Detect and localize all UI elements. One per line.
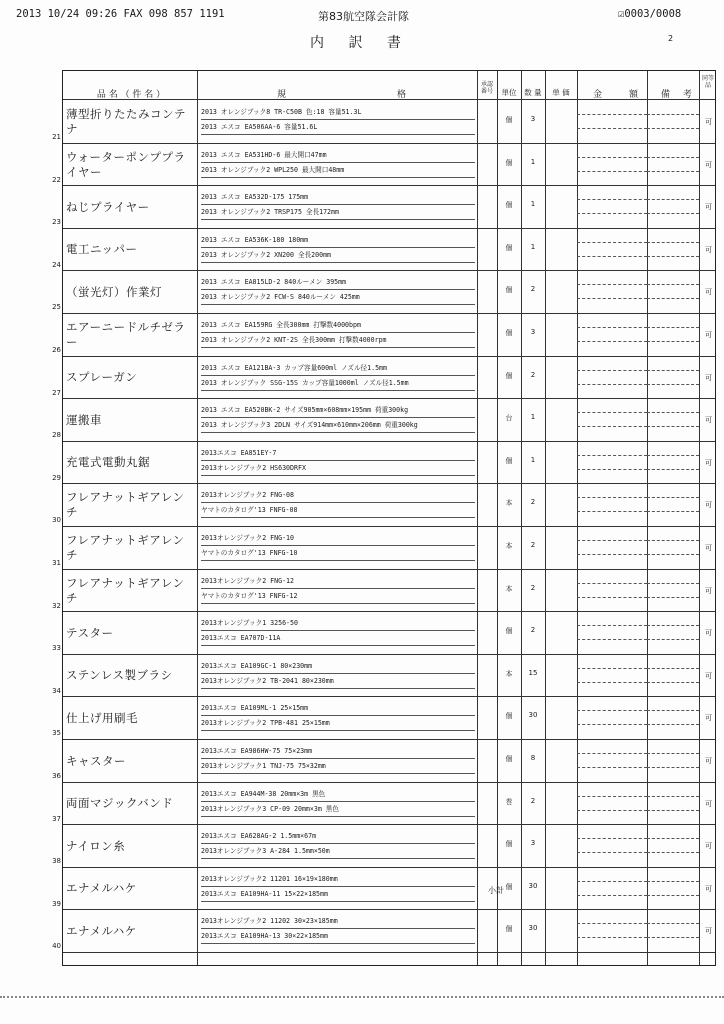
item-name: エナメルハケ [66, 923, 137, 938]
row-number: 28 [52, 431, 61, 440]
item-name: ねじプライヤー [66, 199, 150, 214]
note-guide [647, 298, 699, 299]
item-spec-line-1: 2013 エスコ EA815LD-2 840ルーメン 395mm [201, 276, 475, 290]
item-name: エアーニードルチゼラー [66, 320, 186, 349]
item-quantity: 2 [530, 796, 536, 805]
amount-guide [577, 213, 647, 214]
item-quantity: 3 [530, 839, 536, 848]
note-guide [647, 583, 699, 584]
amount-guide [577, 540, 647, 541]
item-name: 薄型折りたたみコンテナ [66, 107, 186, 136]
note-guide [647, 341, 699, 342]
row-number: 34 [52, 686, 61, 695]
item-quantity: 2 [530, 285, 536, 294]
item-spec-line-2: 2013オレンジブック1 TNJ-75 75×32mm [201, 760, 475, 774]
item-unit: 個 [505, 371, 513, 380]
column-header-approval: 承認 番号 [480, 81, 493, 95]
item-name: テスター [66, 625, 114, 640]
item-quantity: 2 [530, 498, 536, 507]
item-name: ナイロン糸 [66, 838, 126, 853]
note-guide [647, 597, 699, 598]
note-guide [647, 625, 699, 626]
row-number: 21 [52, 133, 61, 141]
column-header-note-b: 考 [683, 90, 693, 100]
row-number: 32 [52, 601, 61, 610]
table-row [52, 824, 715, 867]
column-header-alt: 同等 品 [701, 75, 714, 89]
note-guide [647, 554, 699, 555]
row-number: 29 [52, 473, 61, 482]
alt-allowed-mark: 可 [705, 799, 712, 808]
note-guide [647, 327, 699, 328]
item-quantity: 2 [530, 583, 536, 592]
item-spec-line-1: 2013 エスコ EA121BA-3 カップ容量600ml ノズル径1.5mm [201, 362, 475, 376]
alt-allowed-mark: 可 [705, 245, 712, 254]
table-row [52, 143, 715, 186]
amount-guide [577, 171, 647, 172]
amount-guide [577, 639, 647, 640]
alt-allowed-mark: 可 [705, 118, 712, 126]
item-unit: 台 [505, 414, 513, 423]
alt-allowed-mark: 可 [705, 203, 712, 212]
row-number: 39 [52, 899, 61, 908]
row-number: 24 [52, 260, 61, 269]
item-name: 充電式電動丸鋸 [66, 455, 150, 470]
item-spec-line-1: 2013 オレンジブック8 TR-C50B 色:18 容量51.3L [201, 106, 475, 120]
item-spec-line-2: 2013 オレンジブック2 WPL250 最大開口48mm [201, 164, 475, 178]
amount-guide [577, 412, 647, 413]
note-guide [647, 114, 699, 115]
note-guide [647, 426, 699, 427]
item-spec-line-1: 2013エスコ EA109GC-1 80×230mm [201, 660, 475, 674]
note-guide [647, 511, 699, 512]
item-spec-line-2: 2013 オレンジブック2 KNT-2S 全長300mm 打撃数4000rpm [201, 334, 475, 348]
note-guide [647, 796, 699, 797]
alt-allowed-mark: 可 [705, 331, 712, 339]
amount-guide [577, 852, 647, 853]
item-spec-line-2: 2013エスコ EA109HA-11 15×22×185mm [201, 888, 475, 902]
item-spec-line-1: 2013オレンジブック2 FNG-12 [201, 575, 475, 589]
item-unit: 本 [505, 584, 513, 593]
item-unit: 個 [505, 925, 513, 934]
note-guide [647, 384, 699, 385]
alt-allowed-mark: 可 [705, 884, 712, 893]
alt-allowed-mark: 可 [705, 416, 712, 425]
row-number: 37 [52, 814, 61, 823]
page-number: 2 [668, 34, 674, 43]
item-spec-line-2: 2013 オレンジブック2 FCW-S 840ルーメン 425mm [201, 291, 475, 305]
row-number: 31 [52, 559, 61, 567]
amount-guide [577, 767, 647, 768]
note-guide [647, 370, 699, 371]
row-number: 38 [52, 857, 61, 866]
amount-guide [577, 583, 647, 584]
fax-header-page: ☑0003/0008 [618, 8, 682, 20]
note-guide [647, 171, 699, 172]
item-unit: 個 [505, 286, 513, 295]
item-unit: 個 [505, 243, 513, 252]
row-number: 26 [52, 346, 61, 354]
item-quantity: 1 [530, 413, 536, 422]
item-quantity: 3 [530, 115, 536, 123]
column-header-unit-price: 単 価 [552, 88, 570, 97]
item-spec-line-1: 2013 エスコ EA532D-175 175mm [201, 191, 475, 205]
amount-guide [577, 256, 647, 257]
note-guide [647, 199, 699, 200]
item-spec-line-2: 2013オレンジブック2 TB-2041 80×230mm [201, 675, 475, 689]
row-number: 36 [52, 772, 61, 780]
item-unit: 個 [505, 882, 513, 891]
table-row [52, 483, 715, 526]
item-spec-line-1: 2013オレンジブック2 FNG-10 [201, 532, 475, 546]
table-row [52, 185, 715, 228]
table-row [52, 569, 715, 612]
note-guide [647, 753, 699, 754]
item-spec-line-1: 2013オレンジブック2 11201 16×19×180mm [201, 873, 475, 887]
item-name: スプレーガン [66, 370, 138, 385]
item-quantity: 2 [530, 370, 536, 379]
item-spec-line-1: 2013エスコ EA986HW-75 75×23mm [201, 745, 475, 759]
item-spec-line-2: 2013 オレンジブック2 TRSP175 全長172mm [201, 206, 475, 220]
item-spec-line-1: 2013 エスコ EA159RG 全長300mm 打撃数4000bpm [201, 319, 475, 333]
alt-allowed-mark: 可 [705, 544, 712, 552]
note-guide [647, 469, 699, 470]
table-row [52, 228, 715, 271]
item-name: ウォーターポンププライヤー [66, 149, 186, 179]
item-spec-line-1: 2013 エスコ EA520BK-2 サイズ905mm×608mm×195mm 荷重300kg [201, 404, 475, 418]
row-number: 30 [52, 516, 61, 525]
amount-guide [577, 625, 647, 626]
item-spec-line-2: 2013 オレンジブック2 XN200 全長200mm [201, 249, 475, 263]
table-row [52, 654, 715, 697]
item-quantity: 1 [530, 200, 536, 209]
table-row [52, 611, 715, 654]
alt-allowed-mark: 可 [705, 842, 712, 851]
item-quantity: 2 [530, 541, 536, 549]
item-unit: 巻 [505, 797, 513, 806]
table-row [52, 313, 715, 356]
item-spec-line-2: ヤマトのカタログ'13 FNFG-10 [201, 547, 475, 561]
column-header-qty: 数 量 [524, 88, 542, 97]
amount-guide [577, 597, 647, 598]
item-spec-line-2: 2013 オレンジブック SSG-15S カップ容量1000ml ノズル径1.5mm [201, 377, 475, 391]
alt-allowed-mark: 可 [705, 501, 712, 510]
item-name: フレアナットギアレンチ [66, 490, 185, 520]
note-guide [647, 157, 699, 158]
row-number: 22 [52, 175, 61, 184]
row-number: 23 [52, 218, 61, 227]
note-guide [647, 256, 699, 257]
item-name: フレアナットギアレンチ [66, 533, 185, 562]
item-unit: 本 [505, 542, 513, 550]
note-guide [647, 923, 699, 924]
table-row [52, 441, 715, 484]
note-guide [647, 682, 699, 683]
item-spec-line-2: ヤマトのカタログ'13 FNFG-12 [201, 590, 475, 604]
table-row [52, 909, 715, 952]
item-spec-line-1: 2013 エスコ EA531HD-6 最大開口47mm [201, 149, 475, 163]
amount-guide [577, 511, 647, 512]
note-guide [647, 937, 699, 938]
item-quantity: 30 [528, 924, 538, 933]
item-spec-line-2: ヤマトのカタログ'13 FNFG-08 [201, 504, 475, 518]
table-row [52, 867, 715, 910]
item-name: フレアナットギアレンチ [66, 575, 185, 605]
item-spec-line-2: 2013オレンジブック3 CP-09 20mm×3m 黒色 [201, 803, 475, 817]
amount-guide [577, 810, 647, 811]
table-row [52, 270, 715, 313]
item-spec-line-2: 2013オレンジブック2 HS630DRFX [201, 462, 475, 476]
column-header-spec-b: 格 [397, 90, 407, 100]
item-unit: 本 [505, 499, 513, 508]
amount-guide [577, 455, 647, 456]
amount-guide [577, 838, 647, 839]
item-quantity: 15 [528, 668, 538, 677]
note-guide [647, 128, 699, 129]
column-header-note-a: 備 [661, 90, 671, 100]
alt-allowed-mark: 可 [705, 373, 712, 382]
table-row [52, 696, 715, 739]
item-quantity: 30 [528, 881, 538, 890]
amount-guide [577, 370, 647, 371]
column-header-amount-b: 額 [629, 90, 639, 100]
note-guide [647, 242, 699, 243]
row-number: 40 [52, 942, 61, 951]
item-unit: 個 [505, 627, 513, 636]
item-spec-line-1: 2013 エスコ EA536K-180 180mm [201, 234, 475, 248]
item-quantity: 30 [528, 711, 538, 720]
table-row [52, 398, 715, 441]
note-guide [647, 213, 699, 214]
table-row [52, 782, 715, 825]
amount-guide [577, 469, 647, 470]
item-spec-line-2: 2013 エスコ EA506AA-6 容量51.6L [201, 121, 475, 135]
item-unit: 個 [505, 840, 513, 849]
item-name: 運搬車 [66, 412, 102, 427]
item-unit: 個 [505, 755, 513, 763]
amount-guide [577, 327, 647, 328]
amount-guide [577, 753, 647, 754]
item-name: （蛍光灯）作業灯 [66, 284, 162, 299]
table-row [52, 739, 715, 782]
amount-guide [577, 426, 647, 427]
alt-allowed-mark: 可 [705, 458, 712, 467]
column-header-unit: 単位 [501, 88, 517, 97]
table-row [52, 100, 715, 143]
item-spec-line-2: 2013オレンジブック2 TPB-481 25×15mm [201, 717, 475, 731]
item-quantity: 8 [530, 754, 536, 762]
alt-allowed-mark: 可 [705, 714, 712, 723]
item-spec-line-2: 2013エスコ EA707D-11A [201, 632, 475, 646]
item-spec-line-2: 2013オレンジブック3 A-284 1.5mm×50m [201, 845, 475, 859]
item-name: 両面マジックバンド [66, 796, 174, 811]
item-quantity: 3 [530, 328, 536, 336]
note-guide [647, 668, 699, 669]
row-number: 25 [52, 303, 61, 312]
note-guide [647, 497, 699, 498]
scan-edge [0, 996, 724, 998]
item-quantity: 1 [530, 242, 536, 251]
amount-guide [577, 114, 647, 115]
note-guide [647, 455, 699, 456]
item-spec-line-2: 2013 オレンジブック3 2DLN サイズ914mm×610mm×206mm 荷重300kg [201, 419, 475, 433]
amount-guide [577, 199, 647, 200]
amount-guide [577, 242, 647, 243]
itemized-table [52, 70, 716, 966]
note-guide [647, 810, 699, 811]
item-name: エナメルハケ [66, 881, 137, 896]
alt-allowed-mark: 可 [705, 629, 712, 638]
item-quantity: 2 [530, 626, 536, 635]
amount-guide [577, 937, 647, 938]
item-quantity: 1 [530, 455, 536, 464]
amount-guide [577, 284, 647, 285]
item-name: 仕上げ用刷毛 [66, 710, 138, 725]
amount-guide [577, 895, 647, 896]
note-guide [647, 412, 699, 413]
item-spec-line-1: 2013オレンジブック2 11202 30×23×185mm [201, 915, 475, 929]
row-number: 35 [52, 729, 61, 738]
alt-allowed-mark: 可 [705, 671, 712, 680]
item-unit: 本 [505, 669, 513, 678]
item-unit: 個 [505, 116, 513, 124]
note-guide [647, 724, 699, 725]
table-row [52, 526, 715, 569]
alt-allowed-mark: 可 [705, 927, 712, 936]
amount-guide [577, 668, 647, 669]
subtotal-label: 小計 [488, 886, 504, 895]
item-name: ステンレス製ブラシ [66, 668, 173, 683]
amount-guide [577, 298, 647, 299]
item-quantity: 1 [530, 157, 536, 166]
amount-guide [577, 923, 647, 924]
alt-allowed-mark: 可 [705, 160, 712, 169]
item-unit: 個 [505, 329, 513, 337]
item-unit: 個 [505, 456, 513, 465]
amount-guide [577, 554, 647, 555]
amount-guide [577, 682, 647, 683]
item-spec-line-2: 2013エスコ EA109HA-13 30×22×185mm [201, 930, 475, 944]
item-unit: 個 [505, 158, 513, 167]
item-unit: 個 [505, 712, 513, 721]
item-spec-line-1: 2013オレンジブック2 FNG-08 [201, 489, 475, 503]
fax-header-sender: 第83航空隊会計隊 [318, 10, 409, 23]
amount-guide [577, 384, 647, 385]
row-number: 27 [52, 388, 61, 397]
item-unit: 個 [505, 201, 513, 210]
column-header-spec-a: 規 [277, 90, 287, 100]
note-guide [647, 284, 699, 285]
item-spec-line-1: 2013エスコ EA944M-38 20mm×3m 黒色 [201, 788, 475, 802]
note-guide [647, 540, 699, 541]
item-spec-line-1: 2013エスコ EA851EY-7 [201, 447, 475, 461]
note-guide [647, 881, 699, 882]
amount-guide [577, 724, 647, 725]
note-guide [647, 838, 699, 839]
amount-guide [577, 128, 647, 129]
page-title: 内 訳 書 [310, 35, 411, 51]
row-number: 33 [52, 644, 61, 653]
amount-guide [577, 710, 647, 711]
item-spec-line-1: 2013オレンジブック1 3256-50 [201, 617, 475, 631]
amount-guide [577, 796, 647, 797]
amount-guide [577, 341, 647, 342]
note-guide [647, 639, 699, 640]
column-header-name: 品 名 （ 件 名 ） [96, 90, 166, 100]
alt-allowed-mark: 可 [705, 586, 712, 595]
amount-guide [577, 881, 647, 882]
note-guide [647, 767, 699, 768]
column-header-amount-a: 金 [593, 90, 603, 100]
item-spec-line-1: 2013エスコ EA109ML-1 25×15mm [201, 702, 475, 716]
note-guide [647, 710, 699, 711]
item-name: 電工ニッパー [66, 242, 138, 257]
table-row [52, 356, 715, 399]
item-spec-line-1: 2013エスコ EA628AG-2 1.5mm×67m [201, 830, 475, 844]
amount-guide [577, 497, 647, 498]
item-name: キャスター [66, 753, 126, 768]
alt-allowed-mark: 可 [705, 288, 712, 297]
note-guide [647, 852, 699, 853]
fax-header-left: 2013 10/24 09:26 FAX 098 857 1191 [16, 8, 225, 20]
amount-guide [577, 157, 647, 158]
alt-allowed-mark: 可 [705, 757, 712, 765]
note-guide [647, 895, 699, 896]
